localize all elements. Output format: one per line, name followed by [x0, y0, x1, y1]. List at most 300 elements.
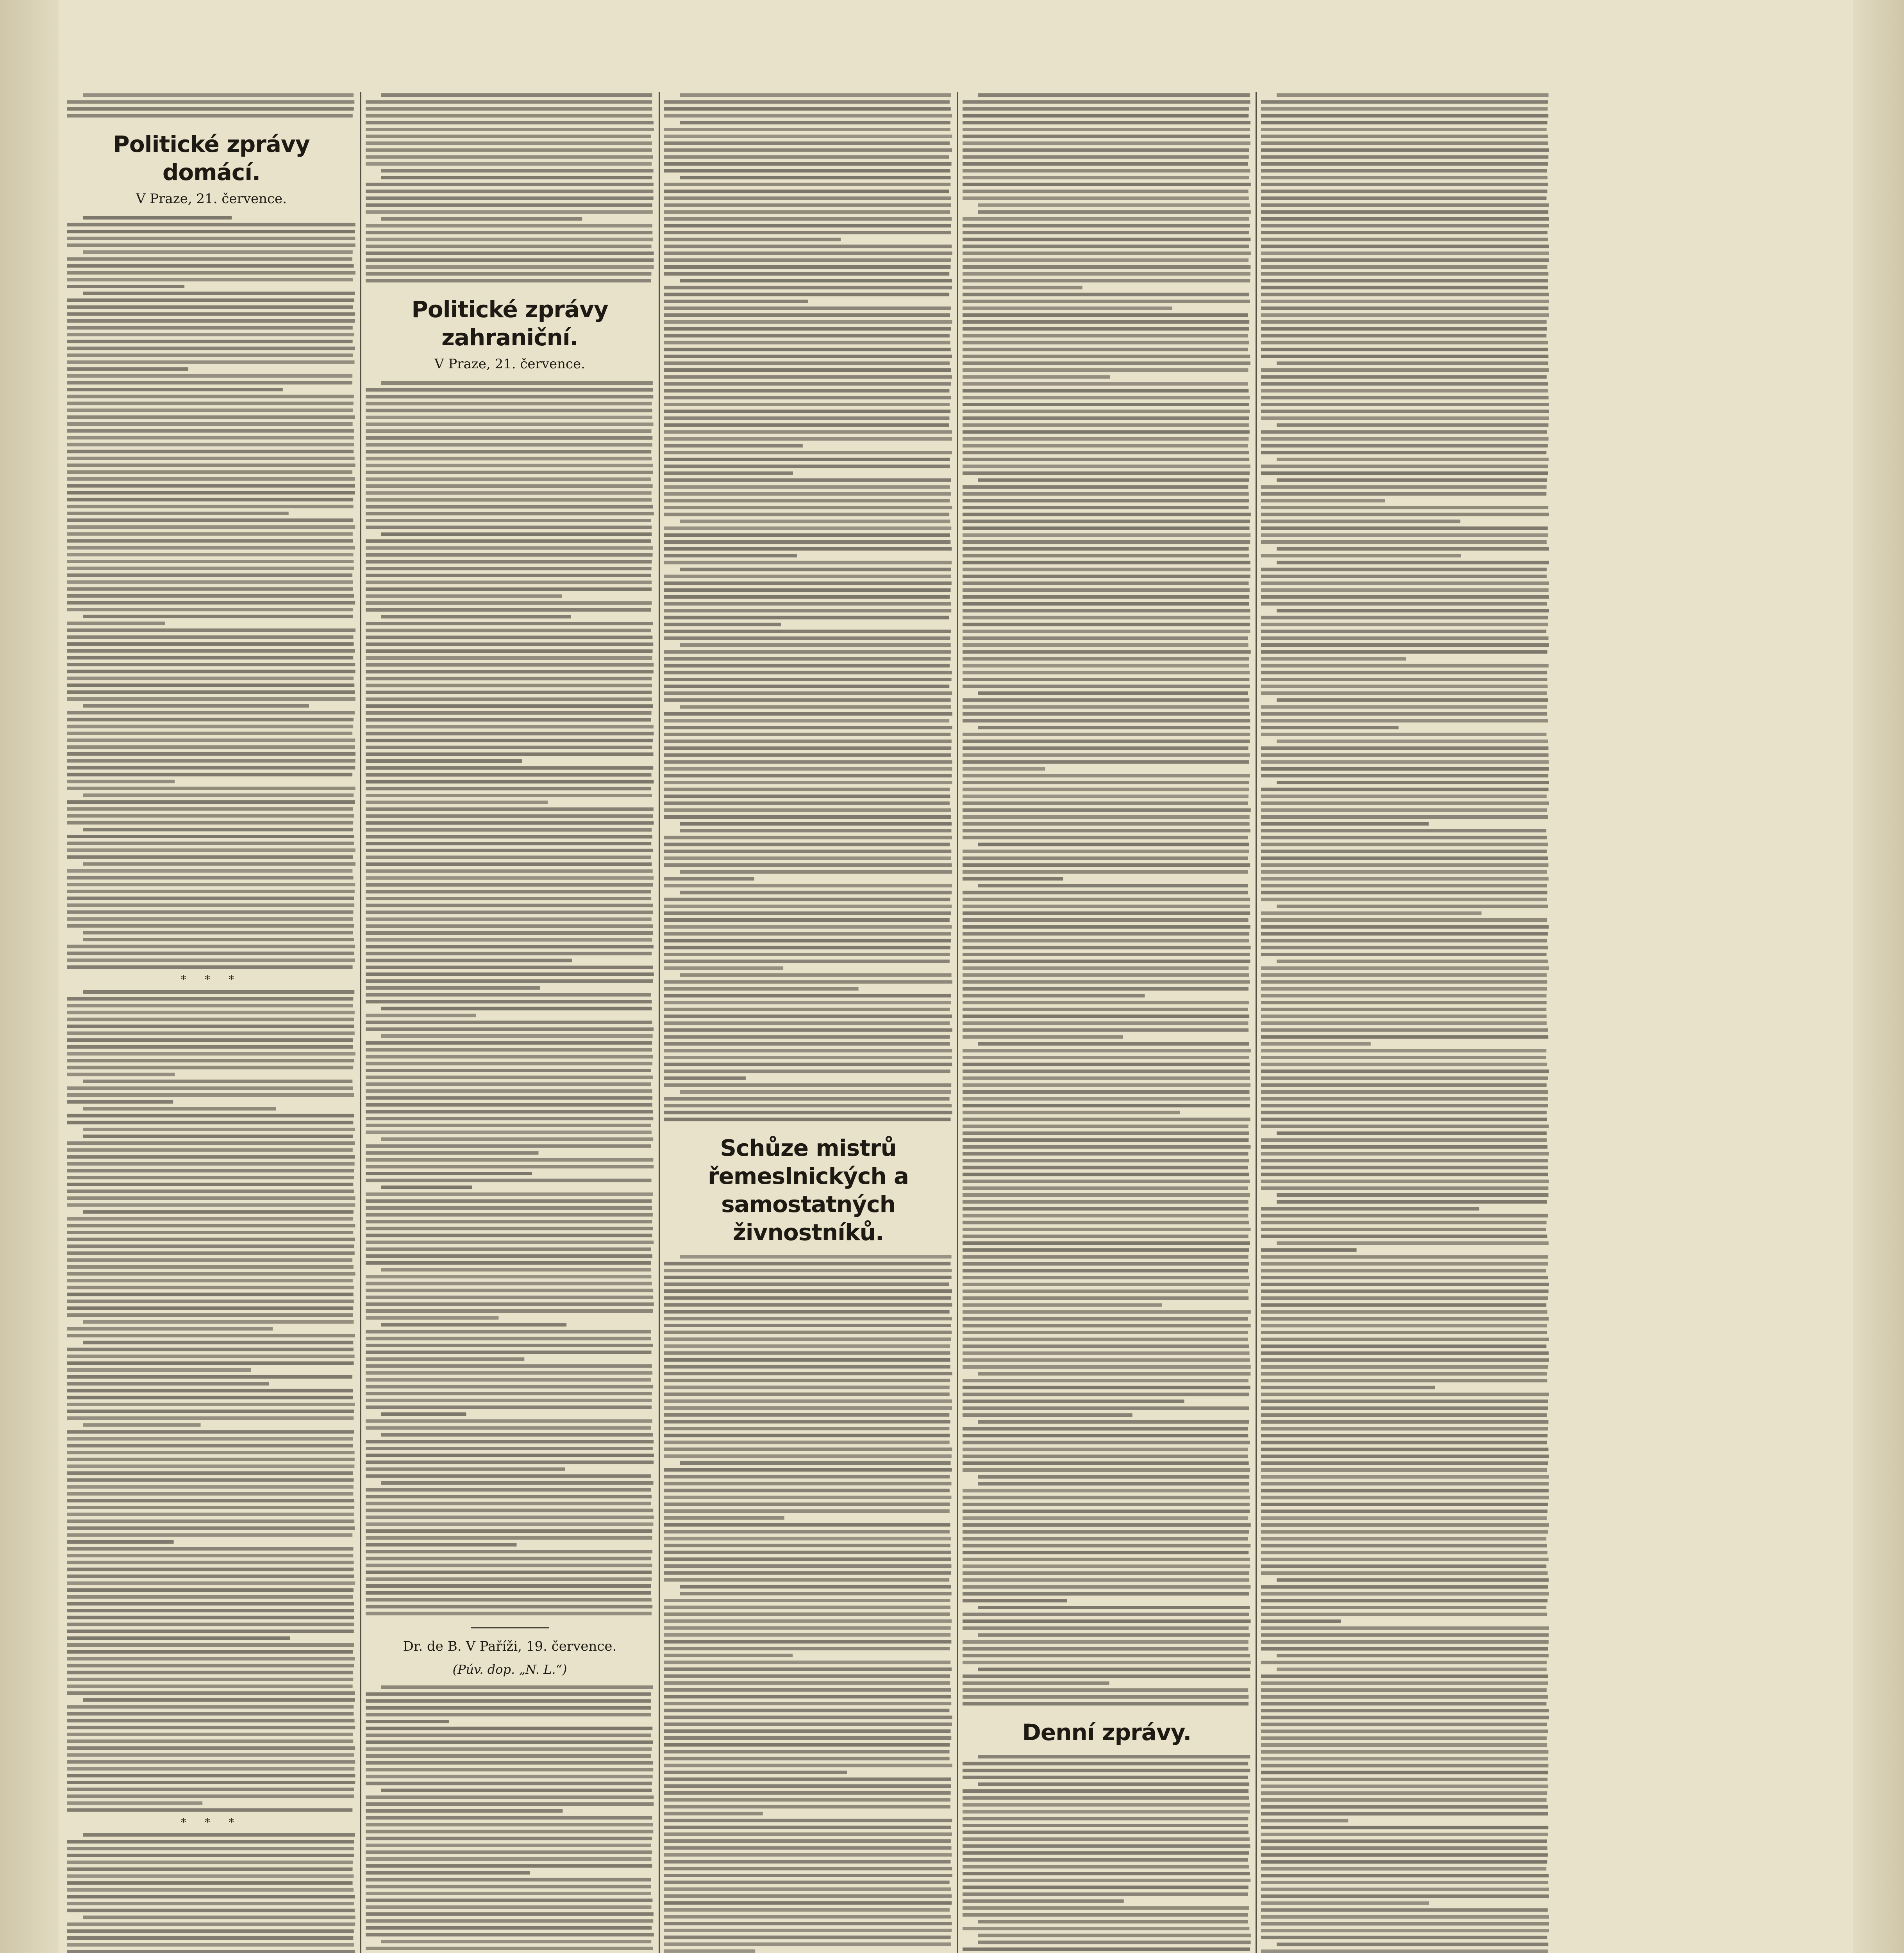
text-line — [366, 704, 653, 708]
text-line — [366, 1179, 652, 1182]
text-line — [366, 512, 654, 515]
text-line — [664, 1667, 952, 1671]
text-line — [381, 1789, 652, 1792]
column-rule — [957, 92, 958, 1953]
text-line — [366, 155, 653, 159]
text-line — [1261, 1585, 1548, 1589]
text-line — [67, 237, 355, 240]
text-line — [664, 1021, 950, 1025]
text-line — [963, 1516, 1248, 1520]
text-line — [963, 987, 1248, 991]
text-line — [664, 1688, 951, 1692]
text-line — [664, 1619, 952, 1623]
text-line — [381, 1007, 652, 1010]
text-line — [963, 1626, 1248, 1630]
text-line — [963, 953, 1250, 956]
text-line — [963, 1613, 1249, 1616]
text-line — [67, 1712, 354, 1716]
text-line — [67, 1410, 354, 1413]
text-line — [67, 498, 353, 502]
text-line — [1261, 1076, 1548, 1080]
text-line — [366, 973, 654, 976]
text-line — [1261, 1564, 1546, 1568]
text-line — [963, 698, 1249, 702]
text-line — [664, 348, 951, 351]
text-line — [1261, 1083, 1547, 1087]
text-line — [1261, 582, 1549, 585]
text-line — [366, 1933, 654, 1937]
text-line — [83, 931, 353, 934]
text-line — [366, 601, 652, 605]
text-line — [963, 1014, 1249, 1018]
text-line — [366, 945, 654, 948]
text-line — [963, 1688, 1248, 1692]
text-line — [67, 381, 352, 384]
text-line — [664, 1929, 952, 1932]
text-line — [366, 959, 572, 962]
text-line — [1261, 245, 1549, 248]
text-line — [67, 1052, 355, 1055]
text-line — [664, 1427, 949, 1430]
text-line — [1261, 1812, 1548, 1816]
text-line — [366, 231, 652, 234]
text-line — [366, 931, 653, 935]
text-line — [83, 862, 355, 866]
text-line — [664, 1922, 952, 1925]
text-line — [366, 1048, 652, 1051]
text-line — [664, 1454, 952, 1458]
text-line — [1261, 368, 1549, 372]
text-line — [1261, 169, 1547, 173]
text-line — [664, 774, 952, 777]
text-line — [963, 857, 1248, 860]
text-line — [1261, 1159, 1548, 1162]
text-line — [67, 1526, 355, 1530]
text-line — [664, 403, 950, 406]
text-line — [680, 829, 951, 832]
text-line — [366, 1495, 652, 1498]
text-line — [1261, 726, 1399, 729]
text-line — [664, 1915, 951, 1919]
text-line — [664, 932, 951, 935]
text-line — [664, 1702, 951, 1705]
text-line — [664, 1372, 952, 1375]
text-line — [963, 1228, 1251, 1231]
text-line — [680, 519, 950, 523]
text-line — [366, 1830, 653, 1833]
text-line — [67, 690, 355, 694]
text-line — [366, 450, 651, 453]
text-line — [664, 1805, 950, 1808]
text-line — [963, 1379, 1248, 1382]
text-line — [83, 704, 309, 708]
text-line — [963, 1056, 1249, 1059]
text-line — [1261, 107, 1548, 111]
text-line — [664, 1413, 949, 1417]
text-line — [1277, 1667, 1547, 1671]
text-line — [664, 1935, 951, 1939]
text-line — [366, 416, 652, 419]
text-line — [1261, 293, 1549, 296]
text-line — [963, 1317, 1248, 1321]
text-line — [963, 1255, 1248, 1259]
text-line — [67, 1547, 354, 1551]
text-line — [963, 320, 1249, 324]
text-line — [366, 402, 652, 405]
text-line — [1261, 1145, 1547, 1149]
text-line — [664, 1042, 950, 1046]
text-line — [963, 148, 1249, 152]
text-line — [963, 1461, 1249, 1465]
text-line — [664, 1269, 952, 1272]
text-line — [963, 863, 1250, 867]
text-line — [67, 1403, 355, 1406]
text-line — [1261, 575, 1547, 578]
text-line — [67, 917, 353, 921]
text-line — [664, 602, 951, 605]
text-line — [366, 718, 651, 721]
text-line — [366, 1144, 651, 1148]
text-line — [664, 1839, 951, 1843]
text-line — [1261, 630, 1546, 633]
text-line — [963, 313, 1248, 317]
text-line — [1261, 767, 1549, 771]
text-line — [67, 1854, 354, 1857]
text-line — [1261, 1228, 1546, 1231]
section-dateline: V Praze, 21. července. — [434, 356, 585, 372]
text-line — [963, 1214, 1248, 1218]
text-line — [1261, 148, 1549, 152]
text-line — [963, 238, 1250, 241]
text-line — [67, 1840, 354, 1844]
text-line — [366, 258, 654, 262]
text-line — [963, 196, 1249, 200]
text-line — [366, 869, 653, 873]
text-line — [67, 285, 184, 288]
text-line — [67, 484, 355, 487]
text-line — [366, 1289, 653, 1292]
text-line — [67, 745, 355, 749]
text-line — [366, 1103, 652, 1107]
text-line — [1261, 1262, 1548, 1266]
text-line — [1261, 568, 1547, 571]
text-line — [1277, 1200, 1547, 1204]
text-line — [67, 1719, 355, 1723]
text-line — [680, 1255, 952, 1259]
text-line — [366, 1344, 653, 1347]
text-line — [67, 107, 354, 111]
text-line — [963, 375, 1110, 379]
text-line — [1261, 1503, 1548, 1506]
text-line — [963, 1530, 1249, 1533]
body-text-lines — [1261, 92, 1549, 1953]
text-line — [1261, 1489, 1549, 1492]
text-line — [366, 1316, 498, 1320]
text-line — [1261, 540, 1547, 544]
text-line — [680, 93, 951, 97]
text-line — [1261, 189, 1547, 193]
text-line — [963, 575, 1250, 578]
text-line — [963, 416, 1249, 420]
text-line — [963, 774, 1250, 777]
text-line — [366, 855, 651, 859]
text-line — [67, 1286, 354, 1289]
text-line — [67, 1540, 174, 1544]
text-line — [963, 540, 1250, 544]
text-line — [366, 1124, 651, 1127]
text-line — [67, 1499, 354, 1502]
text-line — [664, 320, 952, 324]
text-line — [664, 1819, 952, 1822]
text-line — [1261, 1207, 1479, 1210]
text-line — [67, 739, 355, 742]
text-line — [67, 1485, 354, 1489]
text-line — [963, 1145, 1250, 1149]
text-line — [664, 1791, 951, 1795]
text-line — [1261, 1626, 1549, 1630]
text-line — [963, 231, 1249, 234]
text-line — [67, 1630, 354, 1633]
text-line — [1261, 1021, 1547, 1025]
text-line — [67, 505, 354, 508]
text-line — [366, 1385, 653, 1389]
text-line — [67, 718, 354, 721]
text-line — [67, 642, 354, 646]
text-line — [1261, 307, 1549, 310]
text-line — [1261, 1592, 1549, 1596]
text-line — [67, 491, 355, 494]
body-text-lines — [963, 92, 1251, 1707]
text-line — [366, 471, 653, 474]
text-line — [963, 1661, 1251, 1664]
text-line — [366, 1151, 538, 1155]
text-line — [366, 1227, 653, 1230]
text-line — [381, 1323, 566, 1326]
text-line — [366, 224, 652, 227]
text-line — [1261, 1785, 1548, 1788]
text-line — [963, 1344, 1249, 1348]
text-line — [963, 1434, 1248, 1437]
text-line — [664, 836, 952, 839]
text-line — [1261, 1516, 1547, 1520]
text-line — [67, 1753, 354, 1757]
text-line — [1261, 1929, 1549, 1932]
text-line — [680, 1592, 952, 1595]
text-line — [67, 1788, 354, 1791]
text-line — [366, 1234, 652, 1237]
text-line — [366, 918, 652, 921]
text-line — [1261, 1392, 1549, 1396]
text-line — [963, 657, 1249, 661]
text-line — [67, 1307, 353, 1310]
text-line — [366, 1193, 653, 1196]
text-line — [963, 183, 1251, 186]
text-line — [963, 1510, 1250, 1513]
text-line — [1261, 918, 1547, 922]
text-line — [1261, 746, 1549, 750]
text-line — [664, 492, 951, 496]
text-line — [1261, 1035, 1548, 1039]
text-line — [978, 1941, 1251, 1944]
text-line — [67, 1451, 355, 1454]
text-line — [1261, 1221, 1547, 1224]
text-line — [67, 601, 355, 605]
text-line — [366, 443, 652, 446]
text-line — [67, 1416, 354, 1420]
text-line — [963, 623, 1250, 626]
text-line — [67, 1018, 354, 1021]
text-line — [67, 1093, 354, 1097]
text-line — [664, 204, 951, 207]
text-line — [67, 835, 354, 838]
text-line — [963, 1173, 1249, 1176]
text-line — [963, 788, 1249, 791]
text-line — [664, 258, 951, 262]
text-line — [963, 1358, 1250, 1362]
text-line — [1261, 527, 1548, 530]
text-line — [1261, 774, 1548, 777]
text-line — [963, 533, 1250, 537]
text-line — [664, 1489, 950, 1492]
text-line — [67, 1781, 355, 1784]
text-line — [366, 128, 654, 131]
text-line — [1261, 1283, 1549, 1286]
text-line — [1261, 802, 1549, 805]
text-line — [67, 1943, 354, 1947]
text-line — [1261, 1063, 1547, 1066]
text-line — [664, 513, 949, 516]
text-line — [83, 1135, 353, 1138]
text-line — [67, 1444, 353, 1448]
text-line — [67, 1258, 352, 1262]
text-line — [664, 1310, 950, 1314]
text-line — [67, 1471, 353, 1475]
text-line — [664, 1908, 950, 1912]
text-line — [978, 1042, 1249, 1046]
body-text-lines — [366, 92, 654, 284]
text-line — [67, 1513, 354, 1516]
text-line — [664, 341, 950, 345]
text-line — [963, 678, 1249, 681]
text-line — [366, 505, 653, 509]
text-line — [963, 1221, 1249, 1224]
text-line — [366, 519, 651, 522]
text-line — [1261, 953, 1547, 956]
text-line — [963, 1640, 1248, 1644]
text-line — [963, 527, 1250, 530]
text-line — [963, 1186, 1248, 1190]
text-line — [1261, 128, 1547, 131]
text-line — [67, 1726, 355, 1729]
text-line — [67, 1196, 355, 1200]
text-line — [664, 1812, 763, 1816]
text-line — [963, 850, 1249, 853]
text-line — [664, 238, 841, 241]
text-line — [963, 1702, 1248, 1705]
text-line — [664, 1867, 952, 1870]
text-line — [963, 258, 1248, 262]
text-line — [664, 437, 952, 441]
text-line — [963, 341, 1249, 345]
text-line — [1261, 100, 1548, 104]
text-line — [366, 1089, 652, 1093]
text-line — [680, 870, 952, 874]
text-line — [67, 1382, 269, 1385]
text-line — [963, 1276, 1249, 1279]
text-line — [67, 855, 353, 859]
text-line — [67, 1176, 354, 1179]
text-line — [963, 1413, 1132, 1417]
text-line — [1261, 794, 1547, 798]
text-line — [381, 1481, 654, 1485]
text-line — [67, 684, 354, 687]
text-line — [963, 135, 1250, 138]
text-line — [664, 1612, 950, 1616]
text-line — [664, 210, 950, 214]
text-line — [83, 1916, 355, 1919]
text-line — [664, 980, 952, 984]
text-line — [963, 1035, 1123, 1039]
text-line — [1261, 1805, 1548, 1808]
text-line — [1261, 1166, 1548, 1169]
text-line — [978, 210, 1251, 214]
text-line — [664, 850, 951, 853]
text-line — [963, 423, 1249, 427]
text-line — [67, 649, 355, 653]
text-line — [83, 93, 354, 97]
text-line — [664, 464, 950, 468]
text-line — [366, 746, 652, 749]
text-line — [67, 353, 353, 357]
text-line — [83, 292, 355, 295]
text-line — [366, 1351, 652, 1354]
text-line — [1261, 966, 1549, 970]
text-line — [366, 1775, 653, 1778]
body-text-lines — [67, 214, 355, 971]
text-line — [1261, 258, 1549, 262]
page-left-edge — [0, 0, 59, 1953]
text-line — [664, 1750, 950, 1753]
text-line — [67, 903, 354, 907]
text-line — [67, 539, 353, 543]
text-line — [1261, 1640, 1549, 1644]
text-line — [366, 1754, 651, 1758]
text-line — [1261, 973, 1547, 977]
text-line — [1261, 1448, 1549, 1451]
text-line — [664, 355, 952, 358]
text-line — [83, 1128, 355, 1131]
text-line — [67, 326, 353, 330]
text-line — [381, 1685, 653, 1689]
text-line — [963, 307, 1172, 310]
text-line — [1261, 1255, 1548, 1259]
text-line — [366, 1364, 652, 1368]
text-line — [366, 526, 652, 529]
text-line — [664, 224, 951, 227]
text-line — [664, 857, 951, 860]
text-line — [366, 739, 653, 742]
text-line — [67, 1430, 354, 1434]
text-line — [963, 1776, 1248, 1779]
text-line — [664, 987, 859, 991]
text-line — [366, 979, 653, 983]
text-line — [366, 183, 654, 186]
text-line — [366, 135, 651, 138]
text-line — [1261, 252, 1549, 255]
text-line — [664, 1846, 951, 1850]
text-line — [381, 532, 652, 536]
text-line — [1261, 994, 1547, 998]
